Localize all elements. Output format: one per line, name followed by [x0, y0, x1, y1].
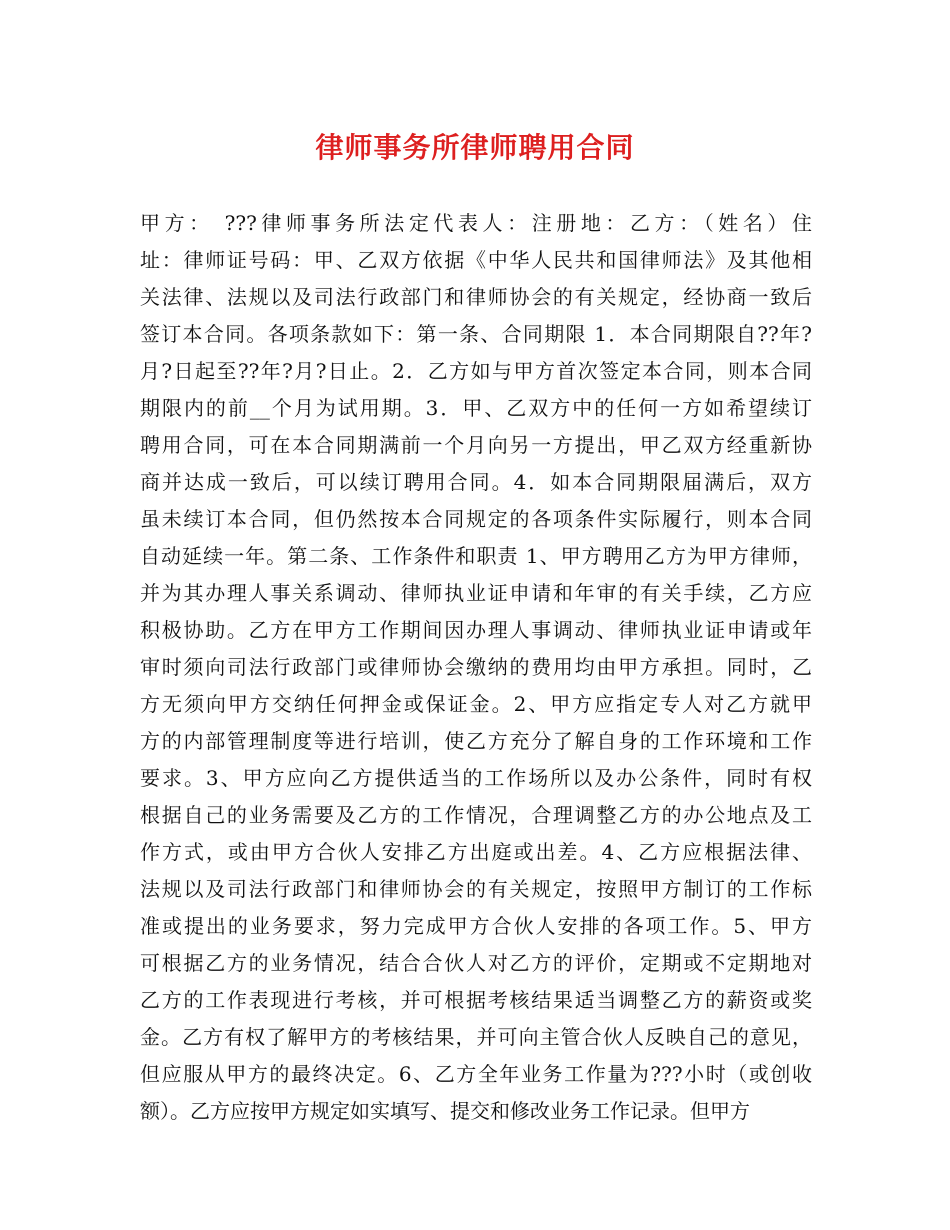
- body-line: 址：律师证号码：甲、乙双方依据《中华人民共和国律师法》及其他相: [140, 248, 812, 272]
- body-line: 自动延续一年。第二条、工作条件和职责 1、甲方聘用乙方为甲方律师，: [140, 544, 812, 568]
- body-line: 作方式，或由甲方合伙人安排乙方出庭或出差。4、乙方应根据法律、: [140, 840, 812, 864]
- body-line: 签订本合同。各项条款如下：第一条、合同期限 1．本合同期限自??年?: [140, 322, 812, 346]
- body-line: 可根据乙方的业务情况，结合合伙人对乙方的评价，定期或不定期地对: [140, 951, 812, 975]
- body-line: 积极协助。乙方在甲方工作期间因办理人事调动、律师执业证申请或年: [140, 618, 812, 642]
- body-line: 但应服从甲方的最终决定。6、乙方全年业务工作量为???小时（或创收: [140, 1062, 812, 1086]
- body-line: 审时须向司法行政部门或律师协会缴纳的费用均由甲方承担。同时，乙: [140, 655, 812, 679]
- body-line: 甲方： ???律师事务所法定代表人：注册地：乙方：（姓名）住: [140, 211, 812, 235]
- body-line: 准或提出的业务要求，努力完成甲方合伙人安排的各项工作。5、甲方: [140, 914, 812, 938]
- body-line: 并为其办理人事关系调动、律师执业证申请和年审的有关手续，乙方应: [140, 581, 812, 605]
- body-line: 要求。3、甲方应向乙方提供适当的工作场所以及办公条件，同时有权: [140, 766, 812, 790]
- document-body: [140, 205, 812, 1130]
- body-line: 期限内的前__个月为试用期。3．甲、乙双方中的任何一方如希望续订: [140, 396, 812, 420]
- document-title: 律师事务所律师聘用合同: [315, 131, 635, 164]
- body-line: 方无须向甲方交纳任何押金或保证金。2、甲方应指定专人对乙方就甲: [140, 692, 812, 716]
- body-line: 金。乙方有权了解甲方的考核结果，并可向主管合伙人反映自己的意见，: [140, 1025, 812, 1049]
- body-line: 商并达成一致后，可以续订聘用合同。4．如本合同期限届满后，双方: [140, 470, 812, 494]
- body-line: 关法律、法规以及司法行政部门和律师协会的有关规定，经协商一致后: [140, 285, 812, 309]
- body-line: 方的内部管理制度等进行培训，使乙方充分了解自身的工作环境和工作: [140, 729, 812, 753]
- body-line: 月?日起至??年?月?日止。2．乙方如与甲方首次签定本合同，则本合同: [140, 359, 812, 383]
- body-line: 乙方的工作表现进行考核，并可根据考核结果适当调整乙方的薪资或奖: [140, 988, 812, 1012]
- body-line: 法规以及司法行政部门和律师协会的有关规定，按照甲方制订的工作标: [140, 877, 812, 901]
- body-line: 虽未续订本合同，但仍然按本合同规定的各项条件实际履行，则本合同: [140, 507, 812, 531]
- body-line: 额）。乙方应按甲方规定如实填写、提交和修改业务工作记录。但甲方: [140, 1099, 750, 1123]
- body-line: 聘用合同，可在本合同期满前一个月向另一方提出，甲乙双方经重新协: [140, 433, 812, 457]
- body-line: 根据自己的业务需要及乙方的工作情况，合理调整乙方的办公地点及工: [140, 803, 812, 827]
